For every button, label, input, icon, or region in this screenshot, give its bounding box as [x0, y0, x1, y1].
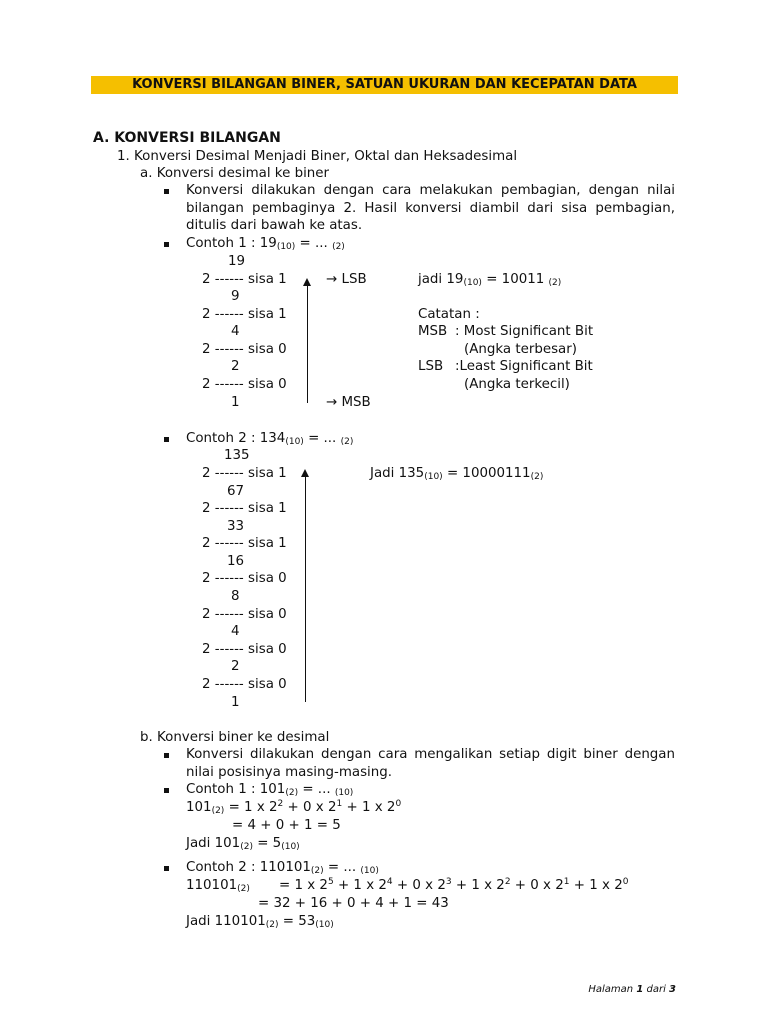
subsection-a-heading: a. Konversi desimal ke biner [140, 166, 330, 181]
example-1-label: Contoh 1 : $19_{(10)}$ = ... $_{(2)}$ [186, 236, 345, 252]
title-banner [91, 76, 678, 94]
ex1-step-div: 2 ------ sisa 0 [202, 377, 287, 392]
ex2-step-div: 2 ------ sisa 0 [202, 571, 287, 586]
note-lsb-desc: (Angka terkecil) [464, 377, 570, 392]
note-lsb-key: LSB [418, 359, 444, 374]
bullet [164, 753, 169, 758]
ex2-step-div: 2 ------ sisa 0 [202, 642, 287, 657]
section-heading: A. KONVERSI BILANGAN [93, 130, 281, 146]
page-footer: Halaman 1 dari 3 [588, 984, 676, 995]
ex2-start: 135 [224, 448, 250, 463]
lsb-marker: → LSB [326, 272, 367, 287]
right-arrow-icon: → [326, 272, 338, 287]
ex2-step-div: 2 ------ sisa 1 [202, 501, 287, 516]
note-msb-desc: (Angka terbesar) [464, 342, 577, 357]
bex2-expansion: = 1 x $2^5 + 1$ x $2^4 + 0$ x $2^3 + 1$ x $2^2 + 0$ x $2^1 + 1$ x $2^0$ [279, 877, 629, 893]
bex1-expansion: $101_{(2)} = 1$ x $2^2 + 0$ x $2^1 + 1$ x $2^0$ [186, 799, 402, 816]
ex1-step-div: 2 ------ sisa 1 [202, 272, 287, 287]
ex2-step-q: 67 [227, 484, 245, 499]
bullet [164, 788, 169, 793]
ex2-step-q: 33 [227, 519, 245, 534]
item-1-heading: 1. Konversi Desimal Menjadi Biner, Oktal dan Heksadesimal [117, 149, 518, 164]
ex1-result: jadi $19_{(10)} = 10011$ $_{(2)}$ [418, 272, 562, 288]
bex2-expansion-lhs: $110101_{(2)}$ [186, 878, 250, 894]
bullet [164, 189, 169, 194]
bullet [164, 437, 169, 442]
note-title: Catatan : [418, 307, 480, 322]
ex1-step-q: 2 [231, 359, 240, 374]
bex2-result: Jadi $110101_{(2)} = 53_{(10)}$ [186, 914, 334, 930]
ex2-step-q: 2 [231, 659, 240, 674]
ex2-step-div: 2 ------ sisa 1 [202, 536, 287, 551]
bex1-sum: = 4 + 0 + 1 = 5 [232, 818, 341, 833]
msb-marker: → MSB [326, 395, 371, 410]
paragraph-b: Konversi dilakukan dengan cara mengalikan setiap digit biner dengan nilai posisinya masing-masing. [186, 747, 675, 780]
subsection-b-heading: b. Konversi biner ke desimal [140, 730, 330, 745]
ex1-step-q: 4 [231, 324, 240, 339]
note-msb-key: MSB [418, 324, 448, 339]
bex2-sum: = 32 + 16 + 0 + 4 + 1 = 43 [258, 896, 449, 911]
ex2-step-q: 4 [231, 624, 240, 639]
total-pages: 3 [669, 984, 676, 995]
ex2-step-q: 16 [227, 554, 245, 569]
ex1-step-q: 1 [231, 395, 240, 410]
current-page: 1 [636, 984, 644, 995]
ex2-step-q: 8 [231, 589, 240, 604]
note-msb-value: : Most Significant Bit [455, 324, 594, 339]
bullet [164, 242, 169, 247]
example-2-label: Contoh 2 : $134_{(10)}$ = ... $_{(2)}$ [186, 431, 354, 447]
bex1-result: Jadi $101_{(2)} = 5_{(10)}$ [186, 836, 300, 852]
paragraph-a: Konversi dilakukan dengan cara melakukan pembagian, dengan nilai bilangan pembaginya 2. Hasil konversi diambil dari sisa pembagian, ditulis dari bawah ke atas. [186, 183, 675, 233]
binary-example-2-label: Contoh 2 : $110101_{(2)}$ = ... $_{(10)}$ [186, 860, 379, 876]
ex2-step-div: 2 ------ sisa 0 [202, 607, 287, 622]
binary-example-1-label: Contoh 1 : $101_{(2)}$ = ... $_{(10)}$ [186, 782, 354, 798]
ex1-step-div: 2 ------ sisa 1 [202, 307, 287, 322]
ex2-step-div: 2 ------ sisa 1 [202, 466, 287, 481]
arrow-line [305, 476, 306, 702]
ex2-step-q: 1 [231, 695, 240, 710]
ex2-step-div: 2 ------ sisa 0 [202, 677, 287, 692]
ex1-step-div: 2 ------ sisa 0 [202, 342, 287, 357]
ex1-step-q: 9 [231, 289, 240, 304]
ex1-start: 19 [228, 254, 246, 269]
arrow-line [307, 285, 308, 403]
document-title: KONVERSI BILANGAN BINER, SATUAN UKURAN DAN KECEPATAN DATA [132, 77, 637, 92]
right-arrow-icon: → [326, 395, 338, 410]
ex2-result: Jadi $135_{(10)} = 10000111_{(2)}$ [370, 466, 544, 482]
bullet [164, 866, 169, 871]
note-lsb-value: :Least Significant Bit [455, 359, 593, 374]
